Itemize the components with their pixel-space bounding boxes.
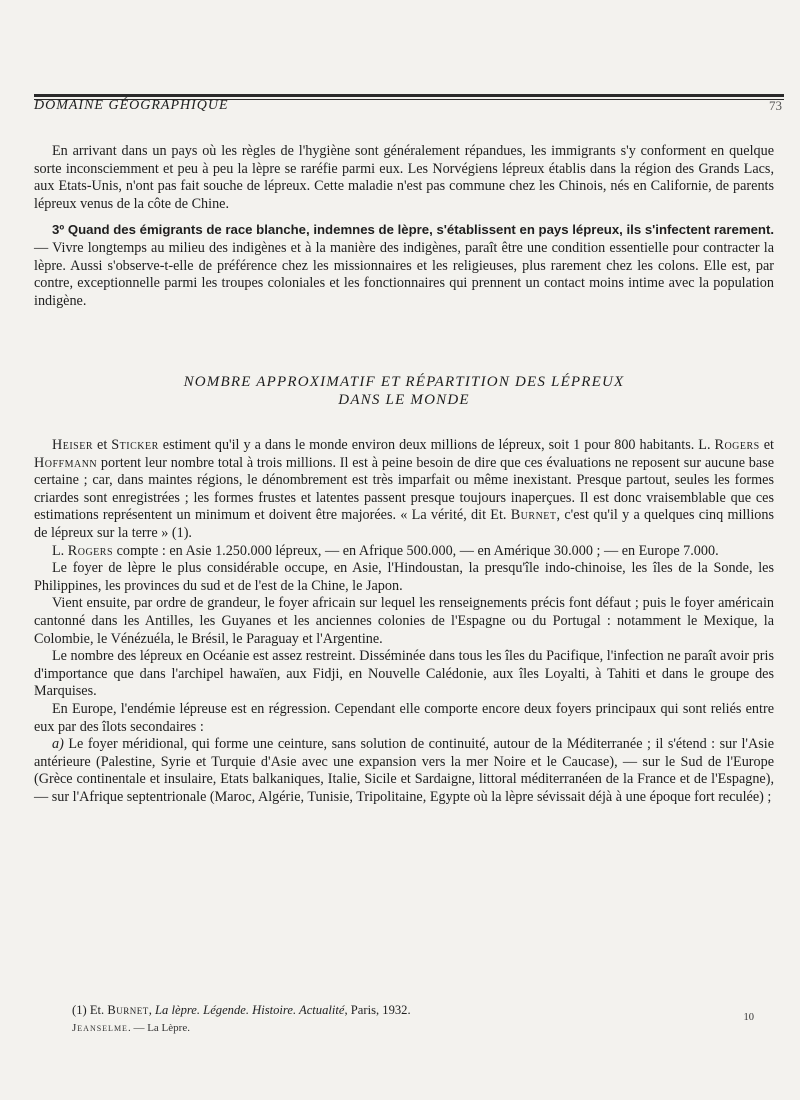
running-title: DOMAINE GÉOGRAPHIQUE [34, 98, 229, 113]
section-title: NOMBRE APPROXIMATIF ET RÉPARTITION DES LÉPREUX DANS LE MONDE [183, 374, 625, 408]
paragraph: Le foyer de lèpre le plus considérable occupe, en Asie, l'Hindoustan, la presqu'île indo-chinoise, les îles de la Sonde, les Philippines, les provinces du sud et de l'est de la Chine, le Japon. [34, 560, 774, 594]
paragraph: En arrivant dans un pays où les règles de l'hygiène sont généralement répandues, les immigrants s'y conforment en quelque sorte inconsciemment et peu à peu la lèpre se raréfie parmi eux. Les Norvégiens lépreux établis dans la région des Grands Lacs, aux Etats-Unis, n'ont pas fait souche de lépreux. Cette maladie n'est pas commune chez les Chinois, nés en Californie, de parents lépreux venus de la côte de Chine. [34, 143, 774, 212]
paragraph: 3º Quand des émigrants de race blanche, indemnes de lèpre, s'établissent en pays lépreux, ils s'infectent rarement. — Vivre longtemps au milieu des indigènes et à la manière des indigènes, paraît être une condition essentielle pour contracter la lèpre. Aussi s'observe-t-elle de préférence chez les missionnaires et les religieuses, plus rarement chez les colons. Elle est, par contre, exceptionnelle parmi les troupes coloniales et les fonctionnaires qui prennent un contact moins intime avec la population indigène. [34, 222, 775, 309]
footnote: (1) Et. Burnet, La lèpre. Légende. Histoire. Actualité, Paris, 1932. [72, 1003, 411, 1017]
sheet-number: 10 [743, 1012, 754, 1023]
list-marker: a) [52, 736, 64, 753]
printer-signature: Jeanselme. — La Lèpre. [72, 1022, 190, 1034]
paragraph: a) Le foyer méridional, qui forme une ceinture, sans solution de continuité, autour de la Méditerranée ; il s'étend : sur l'Asie antérieure (Palestine, Syrie et Turquie d'Asie avec une expansion vers la mer Noire et le Caucase), — sur le Sud de l'Europe (Grèce continentale et insulaire, Etats balkaniques, Italie, Sicile et Sardaigne, littoral méditerranéen de la France et de l'Espagne), — sur l'Afrique septentrionale (Maroc, Algérie, Tunisie, Tripolitaine, Egypte où la lèpre sévissait déjà à une époque fort reculée) ; [34, 736, 774, 805]
main-text-block [34, 437, 774, 806]
paragraph: En Europe, l'endémie lépreuse est en régression. Cependant elle comporte encore deux foyers principaux qui sont reliés entre eux par des îlots secondaires : [34, 700, 774, 735]
top-text-block [34, 143, 774, 310]
book-page [34, 0, 784, 1100]
page-number: 73 [769, 98, 782, 113]
bold-lead: 3º Quand des émigrants de race blanche, indemnes de lèpre, s'établissent en pays lépreux, ils s'infectent rarement. [52, 222, 775, 238]
paragraph: Vient ensuite, par ordre de grandeur, le foyer africain sur lequel les renseignements précis font défaut ; puis le foyer américain cantonné dans les Antilles, les Guyanes et les anciennes colonies de l'Espagne ou du Portugal : notamment le Mexique, la Colombie, le Vénézuéla, le Brésil, le Paraguay et l'Argentine. [34, 595, 774, 647]
paragraph: Heiser et Sticker estiment qu'il y a dans le monde environ deux millions de lépreux, soit 1 pour 800 habitants. L. Rogers et Hoffmann portent leur nombre total à trois millions. Il est à peine besoin de dire que ces évaluations ne reposent sur aucune base certaine ; car, dans maintes régions, le dénombrement est très imparfait ou même inexistant. Presque partout, seules les formes criardes sont enregistrées ; les formes frustes et latentes passent presque toujours inaperçues. Il est donc vraisemblable que ces estimations représentent un minimum et doivent être majorées. « La vérité, dit Et. Burnet, c'est qu'il y a quelques cinq millions de lépreux sur la terre » (1). [34, 437, 774, 541]
paragraph: L. Rogers compte : en Asie 1.250.000 lépreux, — en Afrique 500.000, — en Amérique 30.000 ; — en Europe 7.000. [52, 542, 719, 559]
paragraph: Le nombre des lépreux en Océanie est assez restreint. Disséminée dans tous les îles du Pacifique, l'infection ne paraît avoir pris d'importance que dans l'archipel hawaïen, aux Fidji, en Nouvelle Calédonie, aux îles Loyalti, à Tahiti et dans le groupe des Marquises. [34, 648, 774, 700]
